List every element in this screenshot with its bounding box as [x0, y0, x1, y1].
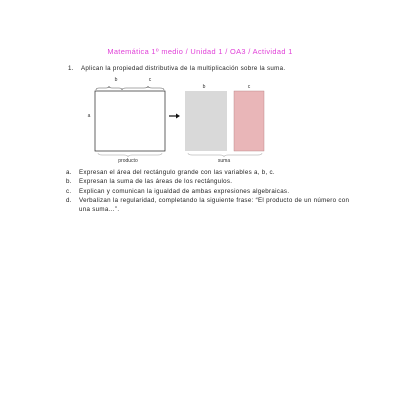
- label-c-top: c: [148, 77, 152, 83]
- label-a-side: a: [87, 113, 91, 119]
- label-c-rect: c: [247, 84, 251, 90]
- question-number: 1.: [68, 65, 74, 72]
- arrow-head-icon: [176, 114, 180, 119]
- label-b-rect: b: [202, 84, 206, 90]
- item-text: Expresan la suma de las áreas de los rectángulos.: [79, 178, 233, 186]
- item-letter: b.: [66, 178, 72, 186]
- list-item: [66, 168, 356, 177]
- label-producto: producto: [118, 158, 138, 164]
- item-text: Expresan el área del rectángulo grande con las variables a, b, c.: [79, 169, 275, 176]
- brace-c: [122, 86, 164, 90]
- rectangle-b: [185, 91, 227, 151]
- list-item: [66, 187, 356, 196]
- big-rectangle: [95, 91, 165, 151]
- subitems-list: [66, 168, 356, 214]
- label-b-top: b: [114, 77, 118, 83]
- rectangle-c: [234, 91, 264, 151]
- list-item: [66, 177, 356, 186]
- page-title: Matemática 1º medio / Unidad 1 / OA3 / Actividad 1: [107, 47, 293, 56]
- brace-producto: [98, 153, 162, 157]
- label-suma: suma: [217, 158, 231, 164]
- brace-suma: [188, 153, 262, 157]
- brace-b: [96, 86, 122, 90]
- item-text: Verbalizan la regularidad, completando la siguiente frase: “El producto de un número con una suma…”.: [79, 196, 350, 214]
- question-1: [68, 65, 285, 72]
- list-item: [66, 196, 356, 215]
- question-text: Aplican la propiedad distributiva de la multiplicación sobre la suma.: [81, 65, 286, 72]
- item-letter: d.: [66, 196, 72, 204]
- item-text: Explican y comunican la igualdad de ambas expresiones algebraicas.: [79, 187, 290, 195]
- item-letter: a.: [66, 169, 72, 176]
- distributive-figure: [80, 73, 280, 165]
- item-letter: c.: [66, 187, 72, 195]
